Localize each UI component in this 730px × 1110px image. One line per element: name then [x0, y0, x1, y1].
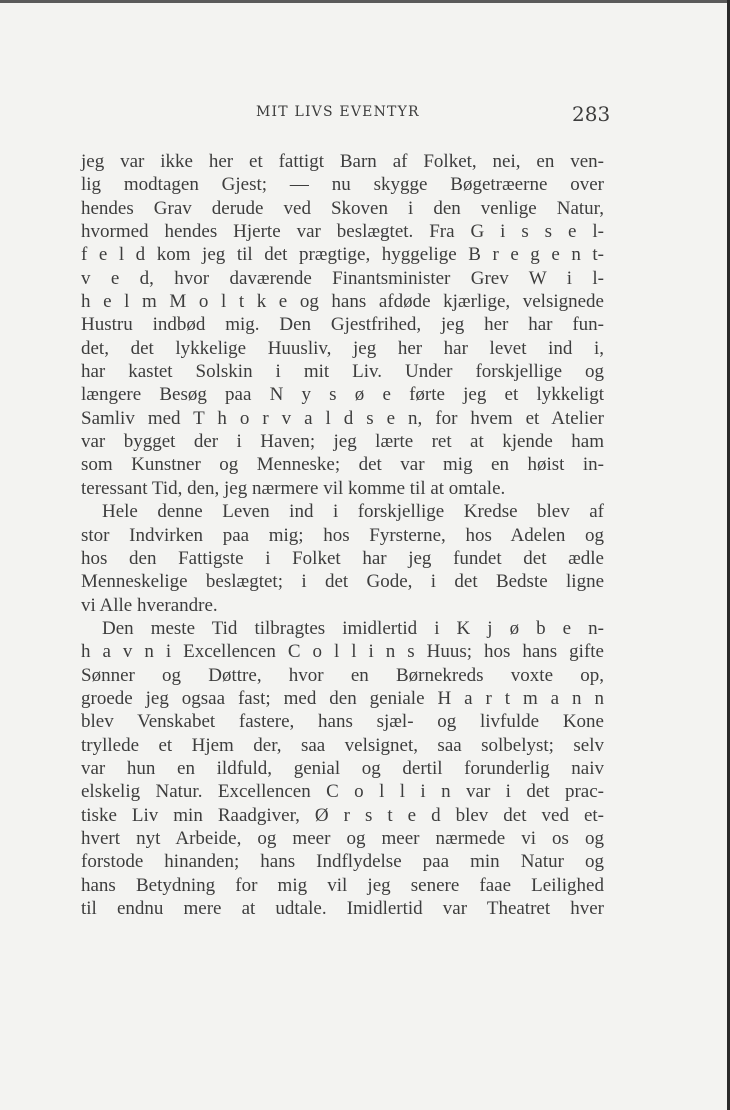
text-line: Sønner og Døttre, hvor en Børnekreds voxte op, [81, 664, 604, 686]
text-line: lig modtagen Gjest; — nu skygge Bøgetræerne over [81, 174, 604, 196]
text-line: h e l m M o l t k e og hans afdøde kjærlige, velsignede [81, 291, 604, 313]
text-line: som Kunstner og Menneske; det var mig en høist in- [81, 454, 604, 476]
text-line: har kastet Solskin i mit Liv. Under forskjellige og [81, 361, 604, 383]
text-line: blev Venskabet fastere, hans sjæl- og livfulde Kone [81, 711, 604, 733]
text-line: forstode hinanden; hans Indflydelse paa min Natur og [81, 851, 604, 873]
text-line: var bygget der i Haven; jeg lærte ret at kjende ham [81, 431, 604, 453]
text-line: v e d, hvor daværende Finantsminister Grev W i l- [81, 267, 604, 289]
text-line: til endnu mere at udtale. Imidlertid var Theatret hver [81, 898, 604, 919]
text-line: tryllede et Hjem der, saa velsignet, saa solbelyst; selv [81, 734, 604, 756]
text-line: hos den Fattigste i Folket har jeg fundet det ædle [81, 547, 604, 569]
text-line: hvert nyt Arbeide, og meer og meer nærmede vi os og [81, 827, 604, 849]
text-line: f e l d kom jeg til det prægtige, hyggelige B r e g e n t- [81, 244, 604, 266]
text-line: h a v n i Excellencen C o l l i n s Huus; hos hans gifte [81, 641, 604, 663]
text-line: stor Indvirken paa mig; hos Fyrsterne, hos Adelen og [81, 524, 604, 546]
text-line: Hustru indbød mig. Den Gjestfrihed, jeg her har fun- [81, 314, 604, 336]
text-line: Hele denne Leven ind i forskjellige Kredse blev af [102, 501, 604, 523]
text-line: hans Betydning for mig vil jeg senere faae Leilighed [81, 874, 604, 896]
text-line: længere Besøg paa N y s ø e førte jeg et lykkeligt [81, 384, 604, 406]
text-line: hendes Grav derude ved Skoven i den venlige Natur, [81, 197, 604, 219]
text-line: Samliv med T h o r v a l d s e n, for hvem et Atelier [81, 407, 604, 429]
text-line: tiske Liv min Raadgiver, Ø r s t e d blev det ved et- [81, 804, 604, 826]
page-number: 283 [572, 102, 611, 126]
text-line: var hun en ildfuld, genial og dertil forunderlig naiv [81, 757, 604, 779]
text-line: det, det lykkelige Huusliv, jeg her har levet ind i, [81, 337, 604, 359]
text-line: hvormed hendes Hjerte var beslægtet. Fra G i s s e l- [81, 221, 604, 243]
text-line: Menneskelige beslægtet; i det Gode, i det Bedste ligne [81, 571, 604, 593]
text-line: jeg var ikke her et fattigt Barn af Folket, nei, en ven- [81, 151, 604, 172]
text-line: groede jeg ogsaa fast; med den geniale H a r t m a n n [81, 687, 604, 709]
text-line: elskelig Natur. Excellencen C o l l i n var i det prac- [81, 781, 604, 803]
page-top-edge [0, 0, 730, 3]
body-text [81, 150, 604, 920]
text-line: vi Alle hverandre. [81, 594, 218, 616]
running-title: MIT LIVS EVENTYR [256, 104, 420, 120]
text-line: teressant Tid, den, jeg nærmere vil komme til at omtale. [81, 477, 506, 499]
text-line: Den meste Tid tilbragtes imidlertid i K j ø b e n- [102, 617, 604, 639]
